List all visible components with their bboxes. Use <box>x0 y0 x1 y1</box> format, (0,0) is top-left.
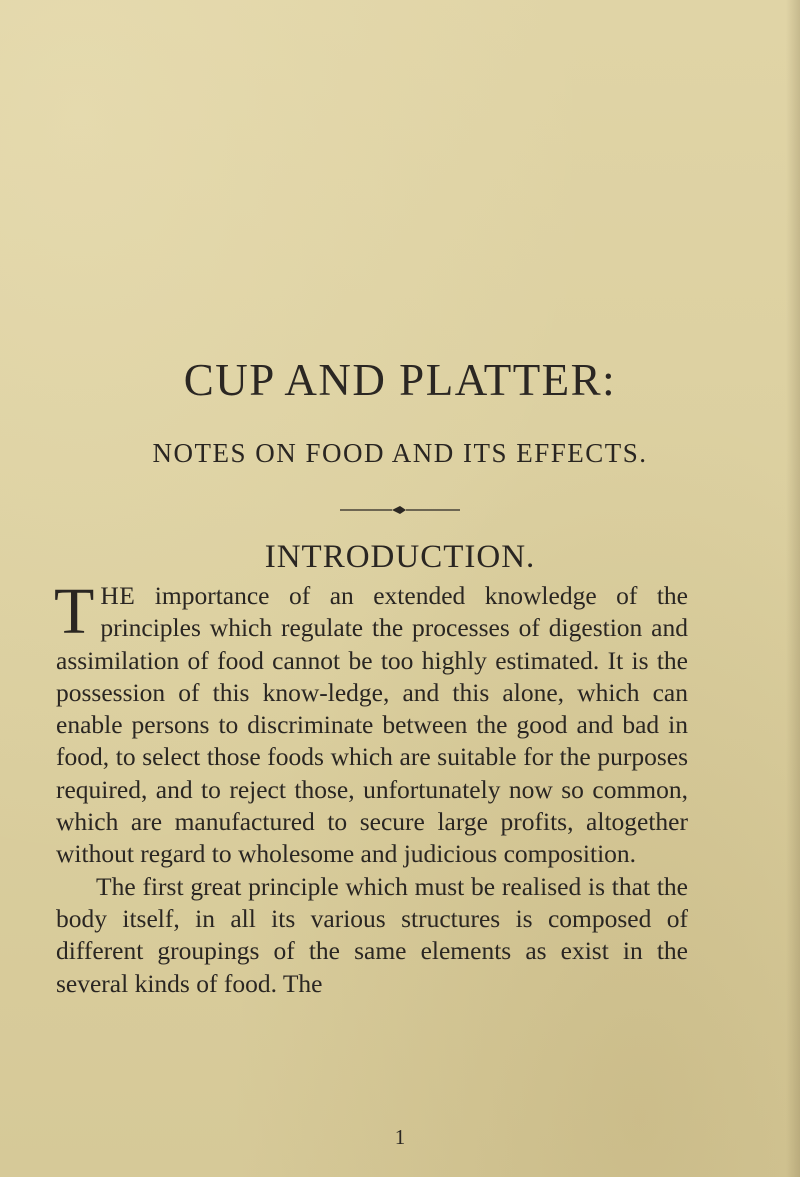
paragraph <box>56 871 688 1000</box>
paragraph-text: The first great principle which must be realised is that the body itself, in all its various structures is composed of different groupings of the same elements as exist in the several kinds of food. The <box>56 871 688 998</box>
page-number: 1 <box>394 1125 406 1149</box>
lead-in: HE <box>100 581 136 610</box>
ornament-divider <box>340 504 460 516</box>
page-title: CUP AND PLATTER: <box>183 355 617 405</box>
paragraph <box>54 575 688 871</box>
paragraph-text: importance of an extended knowledge of the principles which regulate the processes of digestion and assimilation of food cannot be too highly estimated. It is the possession of this know-ledge, and this alone, which can enable persons to discriminate between the good and bad in food, to select those foods which are suitable for the purposes required, and to reject those, unfortunately now so common, which are manufactured to secure large profits, altogether without regard to wholesome and judicious composition. <box>56 581 688 869</box>
page-subtitle: NOTES ON FOOD AND ITS EFFECTS. <box>152 438 648 468</box>
page-edge-shadow <box>786 0 800 1177</box>
drop-cap: T <box>54 575 95 648</box>
section-heading: INTRODUCTION. <box>264 539 536 575</box>
body-text <box>54 575 688 1000</box>
